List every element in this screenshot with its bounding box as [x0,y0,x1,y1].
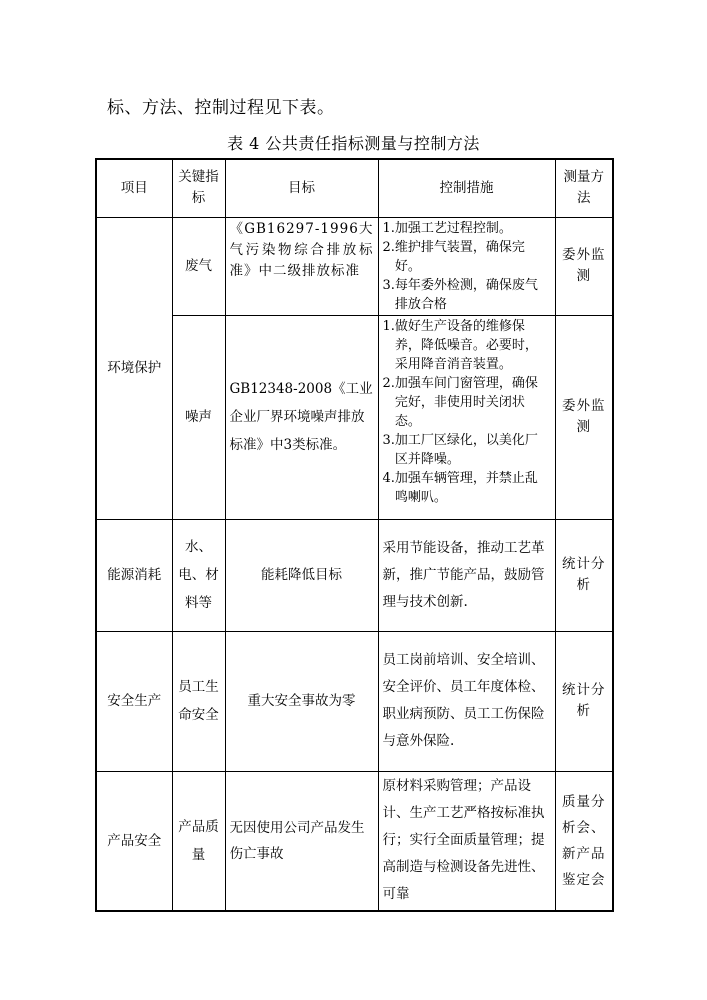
target-cell: 《GB16297-1996大气污染物综合排放标准》中二级排放标准 [225,217,378,315]
target-cell: 能耗降低目标 [225,519,378,631]
control-cell [378,315,555,519]
list-item: 2. 加强车间门窗管理，确保完好，非使用时关闭状态。 [382,375,538,429]
indicator-cell: 水、电、材料等 [172,519,225,631]
indicator-cell: 噪声 [172,315,225,519]
measure-cell: 统计分析 [555,631,613,771]
header-control: 控制措施 [378,159,555,217]
table-caption: 表 4 公共责任指标测量与控制方法 [227,134,480,153]
table-row [96,315,613,519]
target-cell: 重大安全事故为零 [225,631,378,771]
intro-text: 标、方法、控制过程见下表。 [107,98,335,118]
control-cell: 员工岗前培训、安全培训、安全评价、员工年度体检、职业病预防、员工工伤保险与意外保险. [378,631,555,771]
control-list [383,317,551,507]
measure-cell: 质量分析会、新产品鉴定会 [555,771,613,911]
table-row [96,217,613,315]
header-target: 目标 [225,159,378,217]
list-item: 2. 维护排气装置，确保完好。 [382,239,525,274]
control-cell [378,217,555,315]
measure-cell: 统计分析 [555,519,613,631]
item-cell: 产品安全 [96,771,172,911]
measure-cell: 委外监测 [555,315,613,519]
measure-cell: 委外监测 [555,217,613,315]
header-row [96,159,613,217]
responsibility-table [95,158,614,912]
table-row [96,519,613,631]
list-item: 1. 加强工艺过程控制。 [382,220,512,236]
list-item: 3. 加工厂区绿化，以美化厂区并降噪。 [382,432,538,467]
table-row [96,771,613,911]
list-item: 1. 做好生产设备的维修保养，降低噪音。必要时，采用降音消音装置。 [382,318,538,372]
indicator-cell: 员工生命安全 [172,631,225,771]
header-key-indicator: 关键指标 [172,159,225,217]
list-item: 4. 加强车辆管理，并禁止乱鸣喇叭。 [382,470,538,505]
control-cell: 原材料采购管理；产品设计、生产工艺严格按标准执行；实行全面质量管理；提高制造与检测设备先进性、可靠 [378,771,555,911]
table-row [96,631,613,771]
indicator-cell: 产品质量 [172,771,225,911]
target-cell: GB12348-2008《工业企业厂界环境噪声排放标准》中3类标准。 [225,315,378,519]
item-cell: 能源消耗 [96,519,172,631]
indicator-cell: 废气 [172,217,225,315]
item-cell: 环境保护 [96,217,172,519]
target-cell: 无因使用公司产品发生伤亡事故 [225,771,378,911]
header-measure: 测量方法 [555,159,613,217]
item-cell: 安全生产 [96,631,172,771]
header-item: 项目 [96,159,172,217]
list-item: 3. 每年委外检测，确保废气排放合格 [382,277,538,312]
control-cell: 采用节能设备，推动工艺革新，推广节能产品，鼓励管理与技术创新. [378,519,555,631]
control-list [383,219,551,314]
